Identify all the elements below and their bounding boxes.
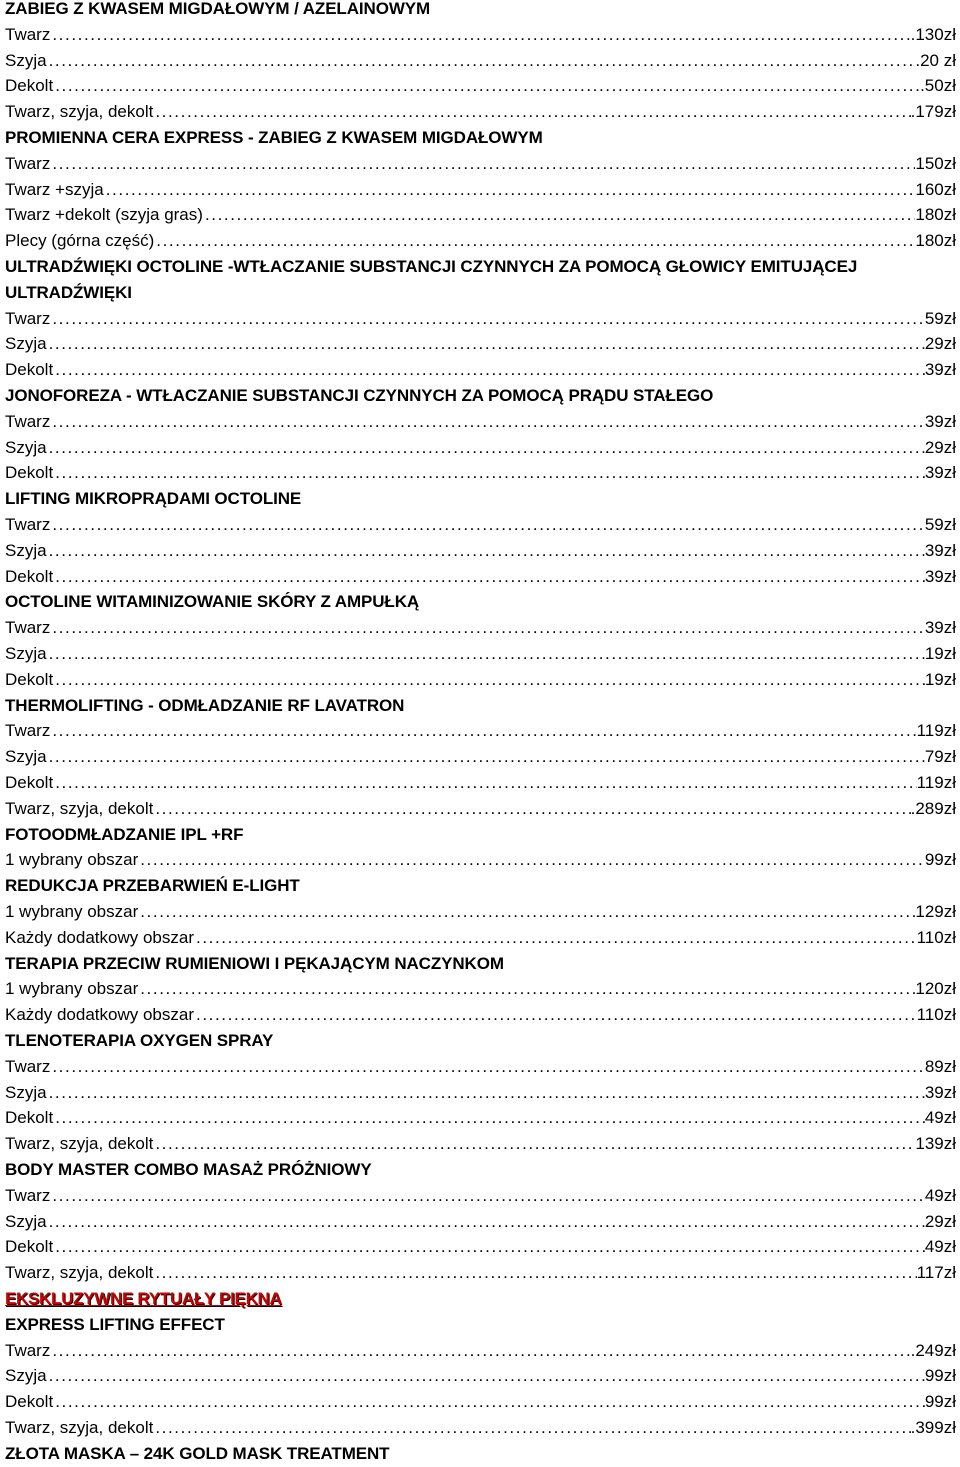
item-price: .50zł	[920, 76, 956, 96]
item-price: 139zł	[915, 1134, 956, 1154]
item-label: Szyja	[5, 540, 47, 560]
item-label: Dekolt	[5, 669, 54, 689]
item-price: 49zł	[924, 1185, 956, 1205]
price-list-item	[5, 357, 956, 383]
item-price: 39zł	[924, 540, 956, 560]
section-heading	[5, 383, 956, 409]
price-list-item	[5, 99, 956, 125]
dot-leader	[153, 1415, 910, 1441]
section-heading-text: ZABIEG Z KWASEM MIGDAŁOWYM / AZELAINOWYM	[5, 0, 431, 18]
section-heading-text: OCTOLINE WITAMINIZOWANIE SKÓRY Z AMPUŁKĄ	[5, 592, 420, 612]
item-price: 39zł	[924, 566, 956, 586]
dot-leader	[153, 99, 910, 125]
dot-leader	[47, 744, 925, 770]
dot-leader	[50, 151, 915, 177]
item-label: Dekolt	[5, 773, 54, 792]
dot-leader	[53, 73, 920, 99]
item-label: Twarz	[5, 24, 51, 44]
dot-leader	[138, 976, 915, 1002]
item-label: Twarz, szyja, dekolt	[5, 102, 154, 122]
item-label: Szyja	[5, 437, 47, 457]
price-list-item	[5, 460, 956, 486]
dot-leader	[53, 770, 916, 796]
price-list-item	[5, 1260, 956, 1286]
item-price: 49zł	[924, 1237, 956, 1257]
item-label: Szyja	[5, 747, 47, 767]
item-price: 29zł	[924, 334, 956, 354]
dot-leader	[53, 460, 925, 486]
item-label: Szyja	[5, 1082, 47, 1102]
special-section-heading	[5, 1286, 956, 1312]
section-heading-text: REDUKCJA PRZEBARWIEŃ E-LIGHT	[5, 876, 300, 896]
item-price: 99zł	[924, 1366, 956, 1386]
section-heading-text: PROMIENNA CERA EXPRESS - ZABIEG Z KWASEM MIGDAŁOWYM	[5, 128, 543, 147]
dot-leader	[47, 435, 925, 461]
price-list-item	[5, 976, 956, 1002]
item-price: 160zł	[915, 179, 956, 199]
price-list-item	[5, 1363, 956, 1389]
price-list-item	[5, 744, 956, 770]
item-price: .289zł	[910, 798, 956, 818]
item-price: 29zł	[924, 1211, 956, 1231]
dot-leader	[53, 667, 925, 693]
item-price: 89zł	[924, 1056, 956, 1076]
dot-leader	[50, 1183, 924, 1209]
section-heading-text: JONOFOREZA - WTŁACZANIE SUBSTANCJI CZYNNYCH ZA POMOCĄ PRĄDU STAŁEGO	[5, 386, 714, 405]
item-price: 39zł	[924, 360, 956, 380]
price-list-item	[5, 1183, 956, 1209]
section-heading	[5, 1028, 956, 1054]
item-price: 119zł	[916, 721, 956, 741]
item-price: 79zł	[924, 747, 956, 767]
price-list-item	[5, 796, 956, 822]
section-heading	[5, 125, 956, 151]
price-list-item	[5, 899, 956, 925]
item-label: Szyja	[5, 1211, 47, 1231]
dot-leader	[194, 925, 917, 951]
dot-leader	[53, 1234, 925, 1260]
item-price: 180zł	[915, 205, 956, 225]
section-heading	[5, 1441, 956, 1467]
section-heading-text: TERAPIA PRZECIW RUMIENIOWI I PĘKAJĄCYM NACZYNKOM	[5, 953, 504, 973]
item-label: Szyja	[5, 644, 47, 663]
dot-leader	[53, 357, 925, 383]
section-heading	[5, 486, 956, 512]
item-label: Twarz	[5, 153, 51, 173]
dot-leader	[153, 1260, 916, 1286]
price-list-item	[5, 1131, 956, 1157]
item-price: 180zł	[915, 231, 956, 251]
item-label: Twarz, szyja, dekolt	[5, 1134, 154, 1154]
price-list-item	[5, 1389, 956, 1415]
dot-leader	[53, 564, 925, 590]
dot-leader	[153, 796, 910, 822]
item-label: Dekolt	[5, 76, 54, 96]
item-price: 29zł	[924, 437, 956, 457]
item-price: 39zł	[924, 1082, 956, 1102]
section-heading-text: EXPRESS LIFTING EFFECT	[5, 1314, 225, 1334]
item-label: Twarz	[5, 515, 51, 534]
dot-leader	[50, 22, 910, 48]
item-price: 19zł	[924, 644, 956, 663]
section-heading	[5, 254, 956, 306]
dot-leader	[194, 1002, 917, 1028]
price-list-item	[5, 1080, 956, 1106]
item-price: 110zł	[916, 927, 956, 947]
item-label: Twarz	[5, 411, 51, 431]
price-list-item	[5, 615, 956, 641]
dot-leader	[47, 538, 925, 564]
dot-leader	[154, 228, 915, 254]
item-label: Twarz	[5, 1340, 51, 1360]
item-label: Dekolt	[5, 1237, 54, 1257]
price-list-item	[5, 177, 956, 203]
price-list-item	[5, 331, 956, 357]
item-price: 39zł	[924, 618, 956, 638]
section-heading-text: THERMOLIFTING - ODMŁADZANIE RF LAVATRON	[5, 695, 405, 715]
special-section-heading-text: EKSKLUZYWNE RYTUAŁY PIĘKNA	[5, 1289, 282, 1308]
dot-leader	[53, 1389, 925, 1415]
item-label: Szyja	[5, 334, 47, 354]
item-price: 99zł	[924, 1392, 956, 1412]
section-heading-text: FOTOODMŁADZANIE IPL +RF	[5, 824, 244, 844]
item-price: 59zł	[924, 308, 956, 328]
item-label: Każdy dodatkowy obszar	[5, 1005, 194, 1025]
price-list-item	[5, 1209, 956, 1235]
item-label: Dekolt	[5, 566, 54, 586]
dot-leader	[50, 718, 916, 744]
price-list-item	[5, 512, 956, 538]
item-price: 117zł	[916, 1263, 956, 1283]
item-price: .130zł	[910, 24, 956, 44]
section-heading	[5, 873, 956, 899]
item-price: .179zł	[910, 102, 956, 122]
item-label: Szyja	[5, 50, 47, 70]
price-list-item	[5, 1054, 956, 1080]
item-label: Twarz +szyja	[5, 179, 104, 199]
price-list-item	[5, 48, 956, 74]
dot-leader	[50, 1338, 910, 1364]
item-label: Twarz	[5, 1185, 51, 1205]
item-price: 150zł	[915, 153, 956, 173]
item-price: 49zł	[924, 1108, 956, 1128]
price-list-item	[5, 409, 956, 435]
dot-leader	[53, 1105, 925, 1131]
item-label: Twarz, szyja, dekolt	[5, 1418, 154, 1437]
dot-leader	[47, 1080, 925, 1106]
item-price: 39zł	[924, 411, 956, 431]
section-heading-text: ZŁOTA MASKA – 24K GOLD MASK TREATMENT	[5, 1443, 390, 1463]
price-list-item	[5, 202, 956, 228]
item-label: Twarz +dekolt (szyja gras)	[5, 205, 203, 225]
item-label: Twarz	[5, 721, 51, 741]
section-heading-text: ULTRADŹWIĘKI OCTOLINE -WTŁACZANIE SUBSTANCJI CZYNNYCH ZA POMOCĄ GŁOWICY EMITUJĄCEJ ULTRADŹWIĘKI	[5, 257, 858, 302]
item-label: Twarz	[5, 1056, 51, 1076]
section-heading	[5, 1312, 956, 1338]
item-label: Twarz	[5, 618, 51, 638]
price-list-item	[5, 435, 956, 461]
item-price: 120zł	[915, 979, 956, 999]
price-list-item	[5, 641, 956, 667]
price-list-item	[5, 228, 956, 254]
dot-leader	[153, 1131, 915, 1157]
item-price: 110zł	[916, 1005, 956, 1025]
price-list-item	[5, 73, 956, 99]
item-label: Dekolt	[5, 1392, 54, 1412]
item-label: Dekolt	[5, 1108, 54, 1128]
dot-leader	[50, 306, 924, 332]
item-label: Twarz, szyja, dekolt	[5, 1263, 154, 1283]
section-heading-text: LIFTING MIKROPRĄDAMI OCTOLINE	[5, 489, 302, 509]
item-price: .20 zł	[915, 50, 956, 70]
item-price: 59zł	[924, 515, 956, 534]
item-label: Szyja	[5, 1366, 47, 1386]
price-list-item	[5, 1415, 956, 1441]
dot-leader	[203, 202, 915, 228]
item-label: Każdy dodatkowy obszar	[5, 927, 194, 947]
price-list-item	[5, 1234, 956, 1260]
price-list-item	[5, 151, 956, 177]
price-list-item	[5, 718, 956, 744]
dot-leader	[138, 899, 915, 925]
dot-leader	[50, 615, 924, 641]
dot-leader	[50, 1054, 924, 1080]
price-list-item	[5, 22, 956, 48]
item-price: 129zł	[915, 902, 956, 921]
item-price: 19zł	[924, 669, 956, 689]
item-price: 119zł	[916, 773, 956, 792]
price-list-item	[5, 770, 956, 796]
price-list-item	[5, 847, 956, 873]
section-heading	[5, 1157, 956, 1183]
section-heading-text: TLENOTERAPIA OXYGEN SPRAY	[5, 1031, 274, 1050]
item-price: .399zł	[910, 1418, 956, 1437]
item-price: 39zł	[924, 463, 956, 483]
dot-leader	[47, 331, 925, 357]
dot-leader	[47, 1363, 925, 1389]
price-list-item	[5, 564, 956, 590]
dot-leader	[50, 512, 924, 538]
item-price: 99zł	[924, 850, 956, 870]
item-label: Plecy (górna część)	[5, 231, 155, 251]
item-label: Dekolt	[5, 360, 54, 380]
item-label: Dekolt	[5, 463, 54, 483]
price-list-item	[5, 1002, 956, 1028]
dot-leader	[47, 48, 916, 74]
price-list-item	[5, 306, 956, 332]
item-price: .249zł	[910, 1340, 956, 1360]
price-list-item	[5, 538, 956, 564]
item-label: 1 wybrany obszar	[5, 850, 139, 870]
dot-leader	[47, 641, 925, 667]
item-label: 1 wybrany obszar	[5, 902, 139, 921]
item-label: 1 wybrany obszar	[5, 979, 139, 999]
price-list-item	[5, 1105, 956, 1131]
section-heading	[5, 589, 956, 615]
item-label: Twarz	[5, 308, 51, 328]
price-list-item	[5, 1338, 956, 1364]
section-heading	[5, 951, 956, 977]
dot-leader	[138, 847, 925, 873]
item-label: Twarz, szyja, dekolt	[5, 798, 154, 818]
section-heading-text: BODY MASTER COMBO MASAŻ PRÓŻNIOWY	[5, 1160, 372, 1179]
price-list-item	[5, 925, 956, 951]
dot-leader	[104, 177, 916, 203]
price-list-item	[5, 667, 956, 693]
section-heading	[5, 822, 956, 848]
dot-leader	[47, 1209, 925, 1235]
section-heading	[5, 0, 956, 22]
dot-leader	[50, 409, 924, 435]
section-heading	[5, 693, 956, 719]
